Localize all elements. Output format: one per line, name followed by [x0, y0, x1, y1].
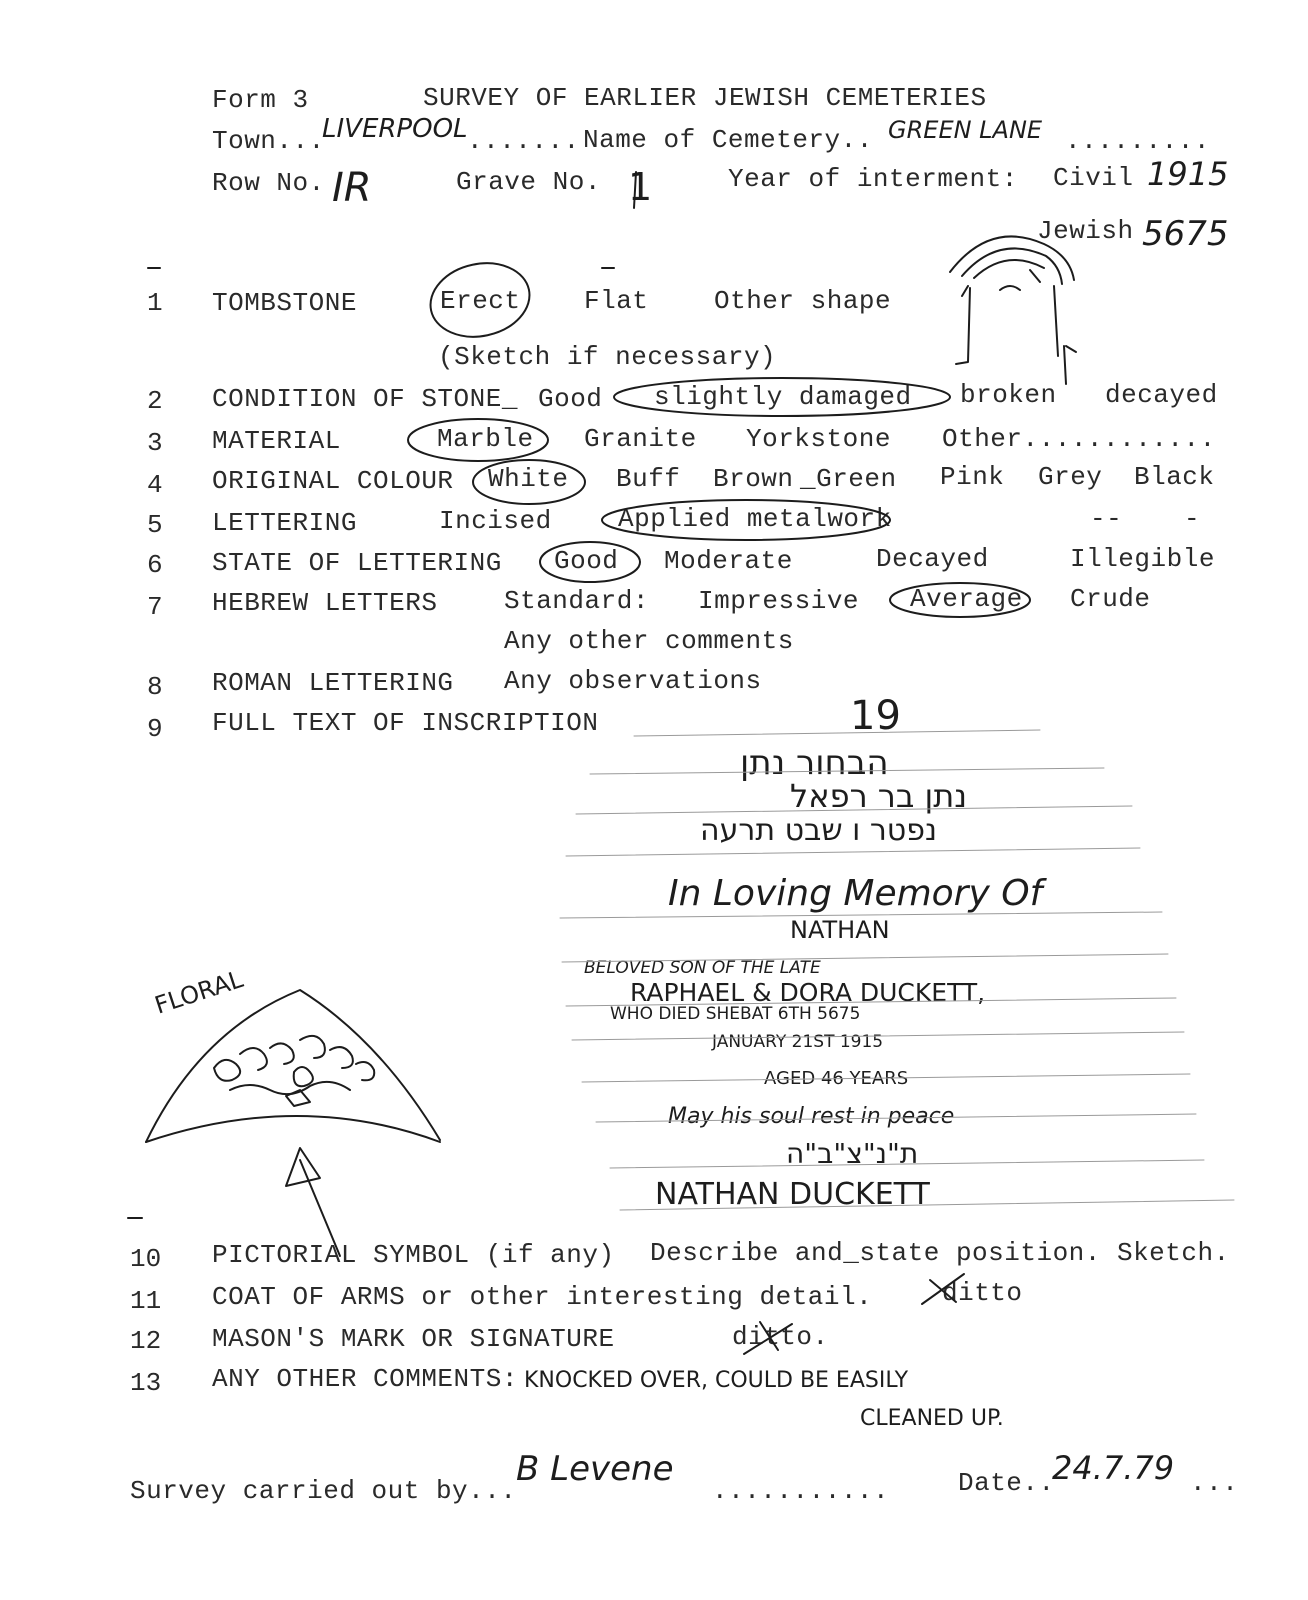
item-number: 11: [130, 1286, 162, 1316]
option-good-state: Good: [554, 546, 619, 576]
town-value: LIVERPOOL: [322, 114, 468, 144]
dash-mark: --: [1090, 504, 1123, 534]
option-decayed: decayed: [1105, 380, 1218, 410]
option-white: White: [488, 464, 569, 494]
option-brown: Brown: [713, 464, 794, 494]
town-label: Town...: [212, 126, 325, 156]
option-marble: Marble: [437, 424, 534, 454]
english-line-beloved: BELOVED SON OF THE LATE: [584, 958, 821, 978]
grave-number-stroke: [634, 172, 636, 208]
option-erect: Erect: [440, 286, 521, 316]
year-label: Year of interment:: [728, 164, 1018, 194]
hebrew-line-3: נפטר ו שבט תרעה: [700, 813, 937, 848]
grave-value: 1: [628, 165, 653, 209]
survey-label: Survey carried out by...: [130, 1476, 517, 1506]
item-label-inscription: FULL TEXT OF INSCRIPTION: [212, 708, 599, 738]
option-decayed-state: Decayed: [876, 544, 989, 574]
cemetery-dots: .........: [1065, 126, 1210, 156]
english-line-date: JANUARY 21ST 1915: [712, 1032, 884, 1052]
row-label: Row No.: [212, 168, 325, 198]
floral-sketch: [146, 990, 440, 1142]
option-applied-metalwork: Applied metalwork: [618, 504, 892, 534]
option-grey: Grey: [1038, 462, 1103, 492]
civil-label: Civil: [1053, 163, 1134, 193]
item-label-mason: MASON'S MARK OR SIGNATURE: [212, 1324, 615, 1354]
english-line-name: NATHAN: [790, 916, 890, 944]
option-impressive: Impressive: [698, 586, 860, 616]
cemetery-label: Name of Cemetery..: [583, 125, 873, 155]
option-granite: Granite: [584, 424, 697, 454]
option-green: _Green: [800, 464, 897, 494]
option-buff: Buff: [616, 464, 681, 494]
item-label-hebrew: HEBREW LETTERS: [212, 588, 438, 618]
cemetery-value: GREEN LANE: [888, 116, 1043, 144]
ditto-mason-mark: [744, 1322, 792, 1354]
item-label-coat-of-arms: COAT OF ARMS or other interesting detail.: [212, 1282, 873, 1312]
option-black: Black: [1134, 462, 1215, 492]
option-average: Average: [910, 584, 1023, 614]
survey-dots: ...........: [712, 1476, 890, 1506]
comments-line-1: KNOCKED OVER, COULD BE EASILY: [524, 1368, 909, 1393]
row-value: IR: [332, 165, 372, 211]
option-moderate: Moderate: [664, 546, 793, 576]
item-number: 13: [130, 1368, 162, 1398]
surveyor-signature: B Levene: [516, 1449, 674, 1489]
comments-line-2: CLEANED UP.: [860, 1406, 1004, 1431]
item-label-condition: CONDITION OF STONE_: [212, 384, 518, 414]
pictorial-note: Describe and_state position. Sketch.: [650, 1238, 1230, 1268]
option-other: Other............: [942, 424, 1216, 454]
selected-circle-average: [890, 583, 1030, 617]
item-number: 6: [147, 550, 163, 580]
mason-value: ditto.: [732, 1322, 829, 1352]
selected-circle-good: [540, 542, 640, 582]
ditto-cross-mark: [922, 1274, 964, 1304]
item-label-lettering: LETTERING: [212, 508, 357, 538]
item-label-tombstone: TOMBSTONE: [212, 288, 357, 318]
item-label-colour: ORIGINAL COLOUR: [212, 466, 454, 496]
option-flat: Flat: [584, 286, 649, 316]
date-label: Date..: [958, 1468, 1055, 1498]
hebrew-line-2: נתן בר רפאל: [790, 777, 968, 815]
town-dots: .......: [467, 126, 580, 156]
item-label-material: MATERIAL: [212, 426, 341, 456]
option-other-shape: Other shape: [714, 286, 892, 316]
option-yorkstone: Yorkstone: [746, 424, 891, 454]
arrow-icon: [286, 1148, 340, 1256]
coat-of-arms-value: ditto: [942, 1278, 1023, 1308]
item-label-state: STATE OF LETTERING: [212, 548, 502, 578]
option-broken: broken: [960, 380, 1057, 410]
sketch-note: (Sketch if necessary): [438, 342, 777, 372]
form-title: SURVEY OF EARLIER JEWISH CEMETERIES: [423, 83, 987, 113]
english-line-aged: AGED 46 YEARS: [764, 1068, 909, 1089]
date-value: 24.7.79: [1052, 1449, 1175, 1487]
english-line-died: WHO DIED SHEBAT 6TH 5675: [610, 1004, 861, 1024]
item-number: 1: [147, 288, 163, 318]
option-incised: Incised: [439, 506, 552, 536]
jewish-label: Jewish: [1037, 216, 1134, 246]
english-line-signature-name: NATHAN DUCKETT: [655, 1177, 930, 1212]
roman-observations-note: Any observations: [504, 666, 762, 696]
option-pink: Pink: [940, 462, 1005, 492]
form-label: Form 3: [212, 85, 309, 115]
tombstone-sketch: [950, 236, 1076, 384]
selected-circle-slightly-damaged: [614, 378, 950, 416]
hebrew-comments-note: Any other comments: [504, 626, 794, 656]
selected-circle-applied: [602, 500, 890, 540]
item-number: 7: [147, 592, 163, 622]
selected-circle-marble: [408, 419, 548, 461]
option-good: Good: [538, 384, 603, 414]
option-crude: Crude: [1070, 584, 1151, 614]
date-dots: ...: [1190, 1468, 1239, 1498]
inscription-top-mark: 19: [850, 693, 901, 739]
item-label-pictorial: PICTORIAL SYMBOL (if any): [212, 1240, 615, 1270]
english-line-parents: RAPHAEL & DORA DUCKETT,: [630, 978, 986, 1007]
dash-mark: -: [1184, 504, 1201, 534]
selected-circle-erect: [424, 254, 537, 345]
item-number: 4: [147, 470, 163, 500]
item-number: 8: [147, 672, 163, 702]
civil-value: 1915: [1147, 155, 1229, 193]
item-number: 5: [147, 510, 163, 540]
option-slightly-damaged: slightly damaged: [654, 382, 912, 412]
english-line-soul: May his soul rest in peace: [668, 1104, 955, 1129]
item-number: 9: [147, 714, 163, 744]
jewish-value: 5675: [1142, 214, 1229, 254]
grave-label: Grave No.: [456, 167, 601, 197]
hebrew-line-1: הבחור נתן: [740, 743, 889, 783]
item-label-roman: ROMAN LETTERING: [212, 668, 454, 698]
option-standard: Standard:: [504, 586, 649, 616]
item-label-comments: ANY OTHER COMMENTS:: [212, 1364, 518, 1394]
floral-label: FLORAL: [151, 965, 247, 1020]
hebrew-tnzbh: ת"נ"צ"ב"ה: [786, 1137, 919, 1170]
item-number: 2: [147, 386, 163, 416]
selected-circle-white: [473, 460, 585, 504]
english-line-memory: In Loving Memory Of: [668, 873, 1043, 914]
item-number: 3: [147, 428, 163, 458]
item-number: 10: [130, 1244, 162, 1274]
item-number: 12: [130, 1326, 162, 1356]
option-illegible: Illegible: [1070, 544, 1215, 574]
